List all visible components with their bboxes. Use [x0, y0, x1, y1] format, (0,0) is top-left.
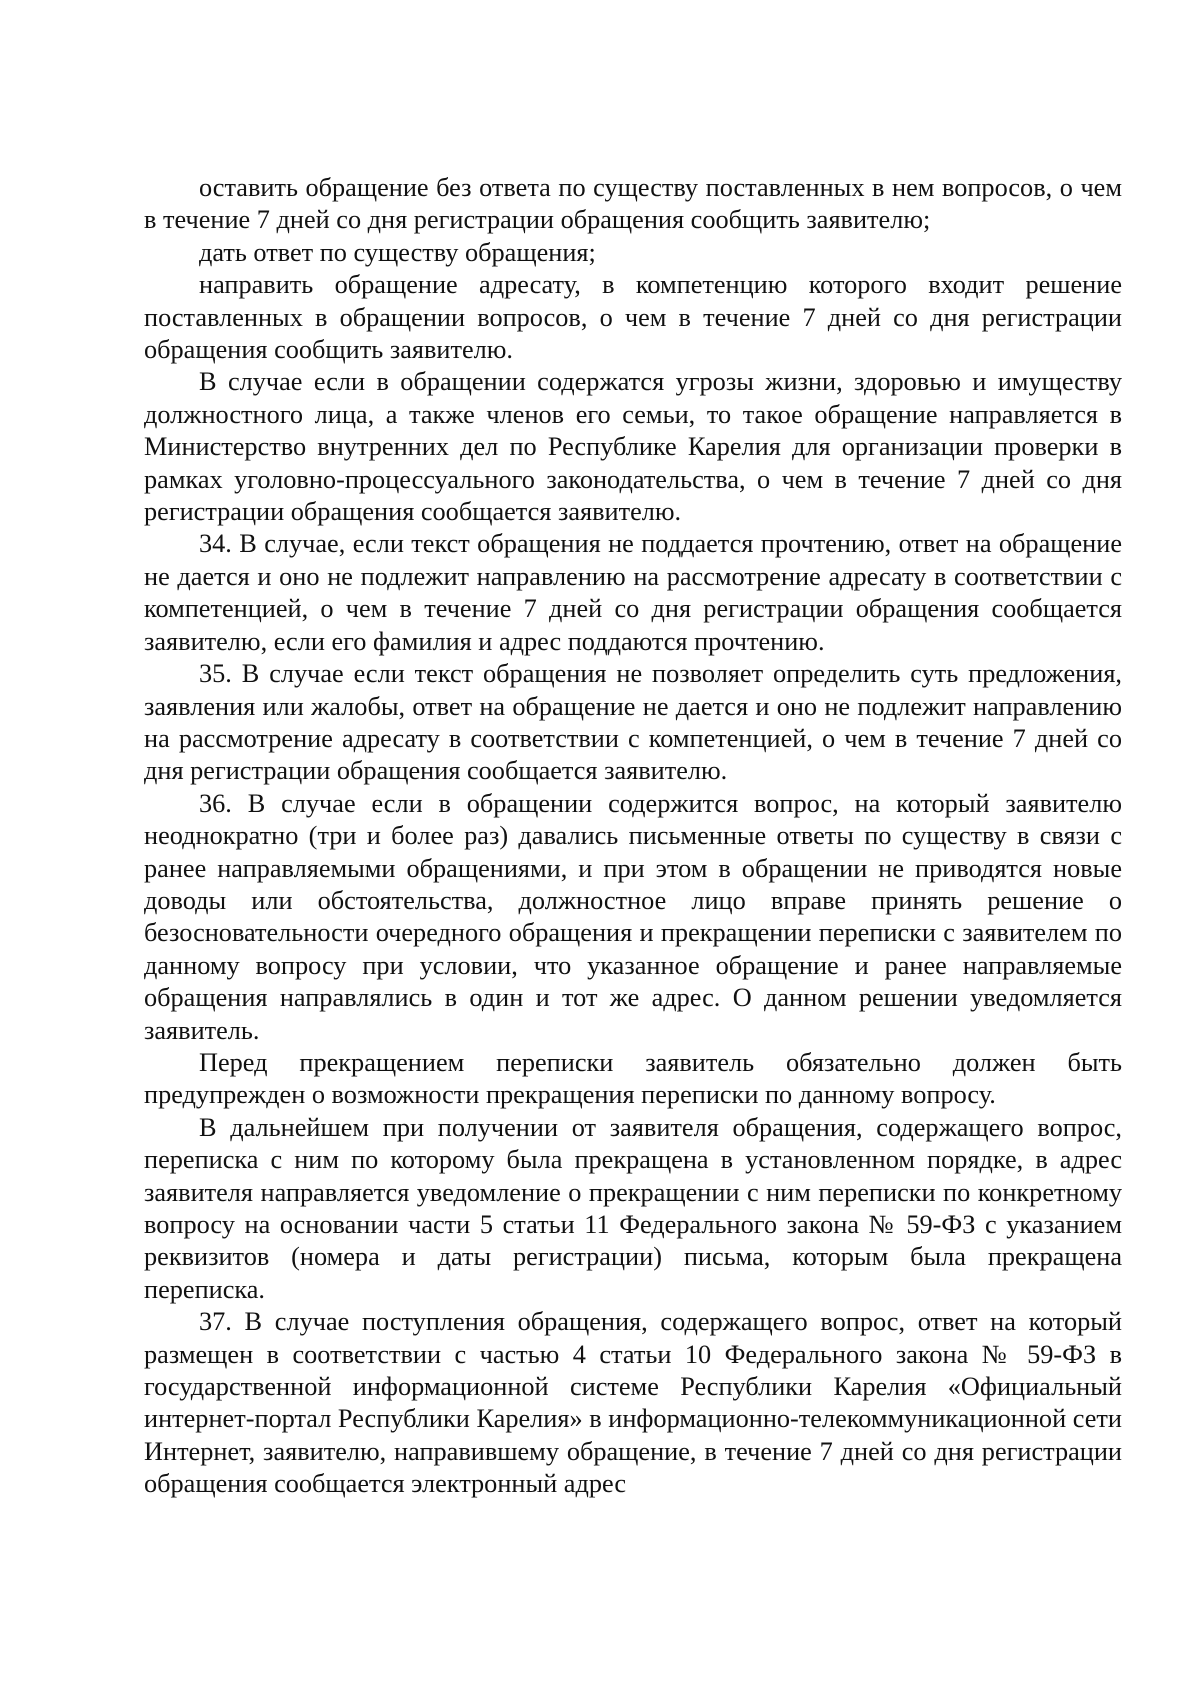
paragraph-give-answer: дать ответ по существу обращения; [199, 237, 596, 267]
paragraph-redirect: направить обращение адресату, в компетенцию которого входит решение поставленных в обращении вопросов, о чем в течение 7 дней со дня регистрации обращения сообщить заявителю. [144, 270, 1122, 365]
document-body [144, 172, 1122, 1501]
paragraph-item-34: 34. В случае, если текст обращения не поддается прочтению, ответ на обращение не дается и оно не подлежит направлению на рассмотрение адресату в соответствии с компетенцией, о чем в течение 7 дней со дня регистрации обращения сообщается заявителю, если его фамилия и адрес поддаются прочтению. [144, 529, 1122, 656]
paragraph-warning: Перед прекращением переписки заявитель обязательно должен быть предупрежден о возможности прекращения переписки по данному вопросу. [144, 1047, 1122, 1110]
paragraph-further: В дальнейшем при получении от заявителя обращения, содержащего вопрос, переписка с ним по которому была прекращена в установленном порядке, в адрес заявителя направляется уведомление о прекращении с ним переписки по конкретному вопросу на основании части 5 статьи 11 Федерального закона № 59-ФЗ с указанием реквизитов (номера и даты регистрации) письма, которым была прекращена переписка. [144, 1112, 1122, 1304]
paragraph-item-35: 35. В случае если текст обращения не позволяет определить суть предложения, заявления или жалобы, ответ на обращение не дается и оно не подлежит направлению на рассмотрение адресату в соответствии с компетенцией, о чем в течение 7 дней со дня регистрации обращения сообщается заявителю. [144, 659, 1122, 786]
paragraph-item-37: 37. В случае поступления обращения, содержащего вопрос, ответ на который размещен в соответствии с частью 4 статьи 10 Федерального закона № 59-ФЗ в государственной информационной системе Республики Карелия «Официальный интернет-портал Республики Карелия» в информационно-телекоммуникационной сети Интернет, заявителю, направившему обращение, в течение 7 дней со дня регистрации обращения сообщается электронный адрес [144, 1307, 1122, 1499]
paragraph-threats: В случае если в обращении содержатся угрозы жизни, здоровью и имуществу должностного лица, а также членов его семьи, то такое обращение направляется в Министерство внутренних дел по Республике Карелия для организации проверки в рамках уголовно-процессуального законодательства, о чем в течение 7 дней со дня регистрации обращения сообщается заявителю. [144, 367, 1122, 527]
paragraph-item-36: 36. В случае если в обращении содержится вопрос, на который заявителю неоднократно (три и более раз) давались письменные ответы по существу в связи с ранее направляемыми обращениями, и при этом в обращении не приводятся новые доводы или обстоятельства, должностное лицо вправе принять решение о безосновательности очередного обращения и прекращении переписки с заявителем по данному вопросу при условии, что указанное обращение и ранее направляемые обращения направлялись в один и тот же адрес. О данном решении уведомляется заявитель. [144, 788, 1122, 1045]
paragraph-no-answer: оставить обращение без ответа по существу поставленных в нем вопросов, о чем в течение 7 дней со дня регистрации обращения сообщить заявителю; [144, 173, 1122, 235]
